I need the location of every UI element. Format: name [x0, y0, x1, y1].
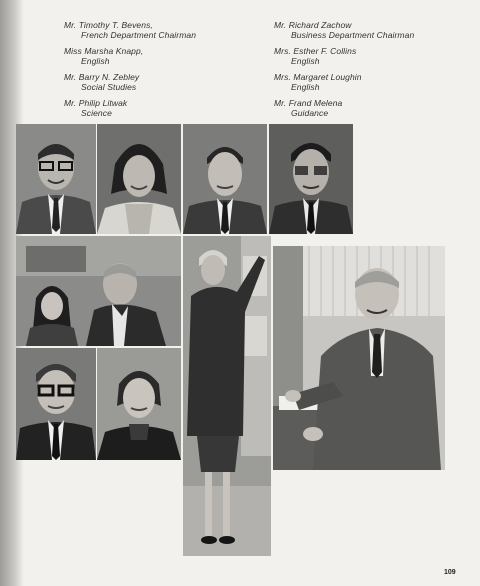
- faculty-name: Miss Marsha Knapp,: [64, 46, 144, 56]
- faculty-role: English: [291, 82, 320, 92]
- caption-column-right: [274, 20, 414, 124]
- faculty-name: Mr. Richard Zachow: [274, 20, 352, 30]
- caption-entry: [64, 98, 196, 118]
- caption-entry: [274, 46, 414, 66]
- caption-entry: [64, 20, 196, 40]
- faculty-name: Mrs. Esther F. Collins: [274, 46, 357, 56]
- portrait-photo-man-dark-glasses: [269, 124, 353, 234]
- full-length-photo-woman-standing: [183, 236, 271, 556]
- faculty-role: French Department Chairman: [81, 30, 197, 40]
- caption-entry: [64, 72, 196, 92]
- faculty-role: Business Department Chairman: [291, 30, 415, 40]
- candid-photo-teacher-with-student: [16, 236, 181, 346]
- portrait-photo-older-woman: [97, 348, 181, 460]
- faculty-name: Mr. Frand Melena: [274, 98, 343, 108]
- faculty-name: Mrs. Margaret Loughin: [274, 72, 362, 82]
- faculty-role: Social Studies: [81, 82, 137, 92]
- portrait-photo-man-thick-glasses: [16, 348, 96, 460]
- portrait-photo-young-man-tie: [183, 124, 267, 234]
- faculty-name: Mr. Philip Litwak: [64, 98, 128, 108]
- faculty-role: Guidance: [291, 108, 329, 118]
- photo-man-seated-at-desk: [273, 246, 445, 470]
- faculty-role: English: [81, 56, 110, 66]
- caption-entry: [274, 98, 414, 118]
- portrait-photo-man-glasses-smiling: [16, 124, 96, 234]
- caption-entry: [274, 20, 414, 40]
- faculty-role: English: [291, 56, 320, 66]
- portrait-photo-woman-dark-hair: [97, 124, 181, 234]
- faculty-name: Mr. Timothy T. Bevens,: [64, 20, 153, 30]
- faculty-role: Science: [81, 108, 112, 118]
- faculty-name: Mr. Barry N. Zebley: [64, 72, 140, 82]
- caption-entry: [274, 72, 414, 92]
- page-number: 109: [444, 569, 456, 576]
- caption-column-left: [64, 20, 196, 124]
- caption-entry: [64, 46, 196, 66]
